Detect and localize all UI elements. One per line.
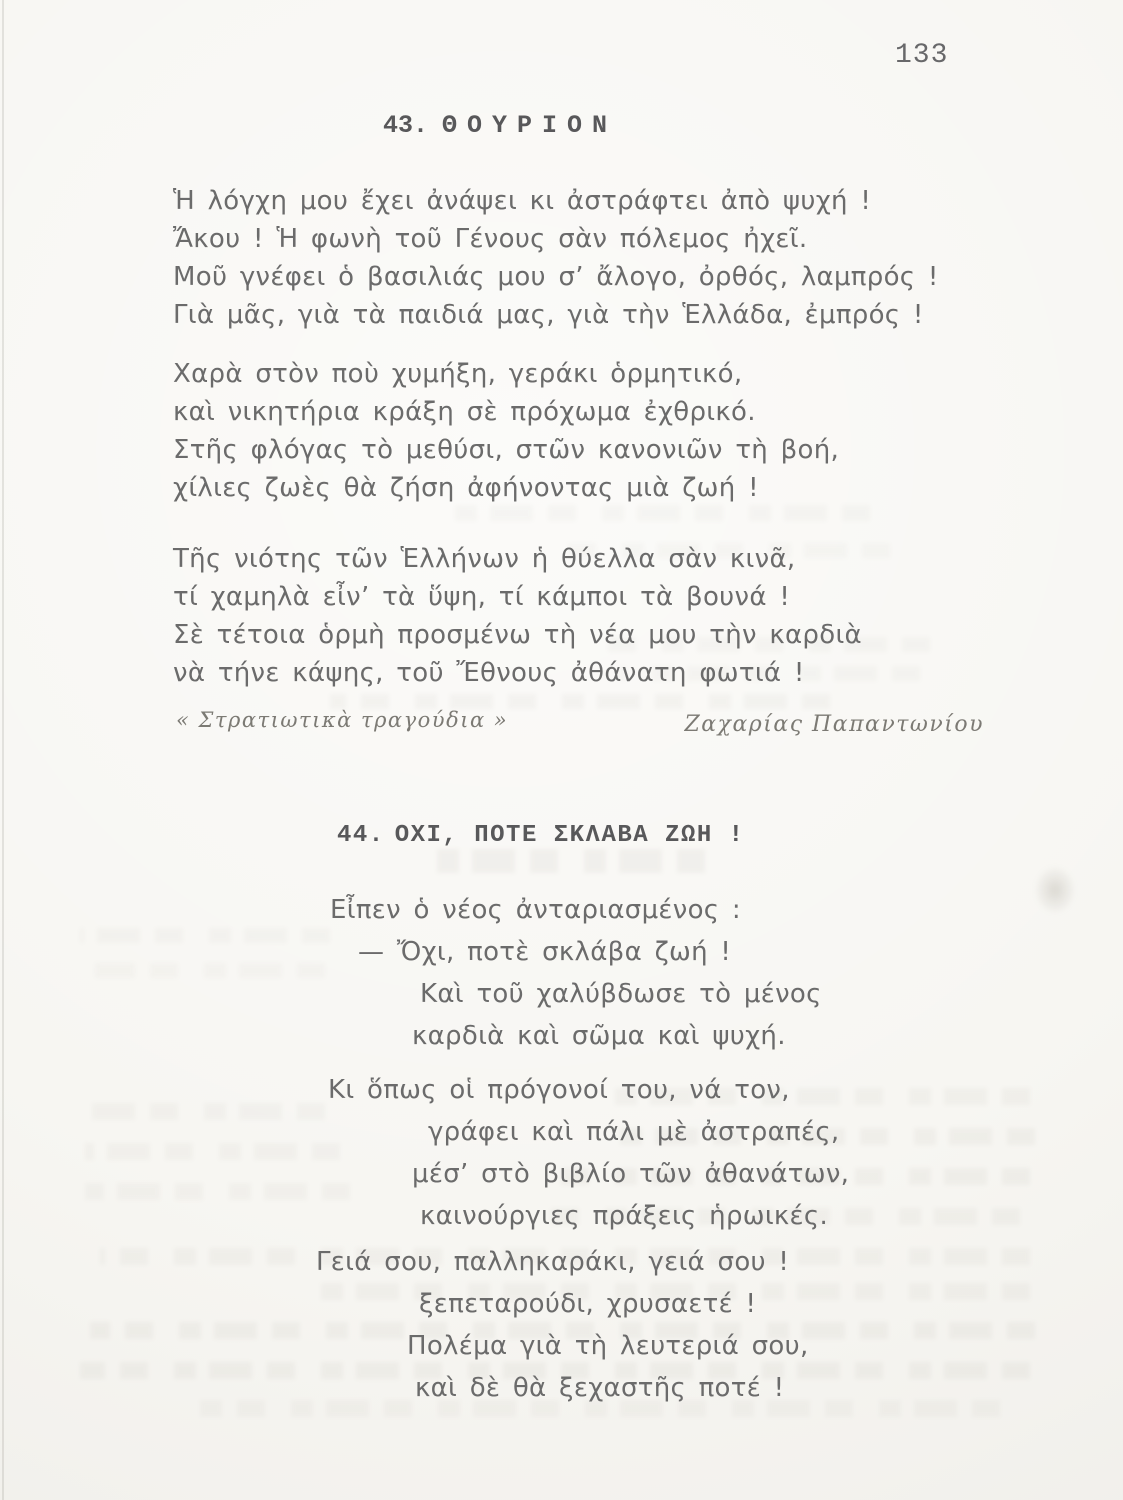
poem-line: Σὲ τέτοια ὁρμὴ προσμένω τὴ νέα μου τὴν καρδιὰ <box>173 620 862 650</box>
poem-line: Ἡ λόγχη μου ἔχει ἀνάψει κι ἀστράφτει ἀπὸ ψυχή ! <box>173 186 872 216</box>
poem-line: νὰ τήνε κάψης, τοῦ Ἔθνους ἀθάνατη φωτιά ! <box>173 658 805 688</box>
poem-line: μέσ’ στὸ βιβλίο τῶν ἀθανάτων, <box>412 1159 850 1189</box>
poem-line: — Ὄχι, ποτὲ σκλάβα ζωή ! <box>358 937 732 967</box>
poem-43-number: 43. <box>383 111 429 140</box>
attribution-row <box>0 708 1123 748</box>
ghost-text-artifact <box>450 505 870 521</box>
poem-line: Ἄκου ! Ἡ φωνὴ τοῦ Γένους σὰν πόλεμος ἠχεῖ. <box>173 224 808 254</box>
ghost-text-artifact <box>330 694 830 709</box>
attribution-source: « Στρατιωτικὰ τραγούδια » <box>176 708 509 732</box>
poem-44-stanza-2 <box>0 1069 1123 1237</box>
poem-line: χίλιες ζωὲς θὰ ζήση ἀφήνοντας μιὰ ζωή ! <box>173 473 759 503</box>
poem-line: Εἶπεν ὁ νέος ἀνταριασμένος : <box>330 895 741 925</box>
poem-44-number: 44. <box>337 822 385 849</box>
poem-line: Χαρὰ στὸν ποὺ χυμήξη, γεράκι ὁρμητικό, <box>173 359 743 389</box>
poem-line: καινούργιες πράξεις ἡρωικές. <box>420 1201 829 1231</box>
poem-44-title-text: ΟΧΙ, ΠΟΤΕ ΣΚΛΑΒΑ ΖΩΗ ! <box>394 822 745 849</box>
poem-line: Γιὰ μᾶς, γιὰ τὰ παιδιά μας, γιὰ τὴν Ἑλλάδα, ἐμπρός ! <box>173 300 924 330</box>
poem-line: Στῆς φλόγας τὸ μεθύσι, στῶν κανονιῶν τὴ βοή, <box>173 435 840 465</box>
attribution-author: Ζαχαρίας Παπαντωνίου <box>684 712 984 737</box>
poem-line: Καὶ τοῦ χαλύβδωσε τὸ μένος <box>420 979 822 1009</box>
poem-43-stanza-2 <box>173 355 993 507</box>
poem-line: τί χαμηλὰ εἶν’ τὰ ὕψη, τί κάμποι τὰ βουνά ! <box>173 582 791 612</box>
poem-44-stanza-3 <box>0 1241 1123 1409</box>
poem-line: καὶ δὲ θὰ ξεχαστῆς ποτέ ! <box>415 1373 785 1403</box>
ghost-text-artifact <box>430 849 705 873</box>
poem-line: καρδιὰ καὶ σῶμα καὶ ψυχή. <box>412 1021 786 1051</box>
poem-line: Γειά σου, παλληκαράκι, γειά σου ! <box>316 1247 790 1277</box>
poem-43-title <box>383 111 617 140</box>
poem-44-title <box>337 822 745 849</box>
poem-43-title-text: ΘΟΥΡΙΟΝ <box>442 111 618 140</box>
poem-line: Πολέμα γιὰ τὴ λευτεριά σου, <box>407 1331 809 1361</box>
poem-43-stanza-1 <box>173 182 993 334</box>
poem-line: γράφει καὶ πάλι μὲ ἀστραπές, <box>428 1117 840 1147</box>
poem-43-stanza-3 <box>173 540 993 692</box>
poem-44-stanza-1 <box>0 889 1123 1057</box>
poem-line: Μοῦ γνέφει ὁ βασιλιάς μου σ’ ἄλογο, ὀρθός, λαμπρός ! <box>173 262 939 292</box>
page-number: 133 <box>895 40 949 71</box>
poem-line: Κι ὅπως οἱ πρόγονοί του, νά τον, <box>328 1075 790 1105</box>
poem-line: καὶ νικητήρια κράξη σὲ πρόχωμα ἐχθρικό. <box>173 397 756 427</box>
poem-line: ξεπεταρούδι, χρυσαετέ ! <box>419 1289 757 1319</box>
poem-line: Τῆς νιότης τῶν Ἑλλήνων ἡ θύελλα σὰν κινᾶ, <box>173 544 796 574</box>
